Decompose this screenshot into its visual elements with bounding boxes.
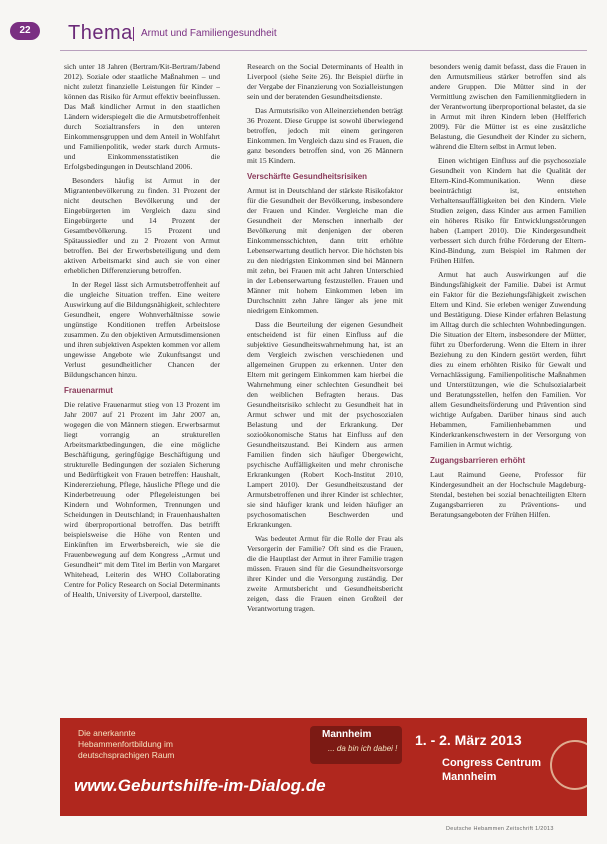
paragraph: Research on the Social Determinants of Health in Liverpool (siehe Seite 26). Ihr Beispiel dürfte in der Vergabe der Finanzierung von Sozialleistungen sein und der beratenden Gesundheitsdienste. bbox=[247, 62, 403, 101]
paragraph: sich unter 18 Jahren (Bertram/Kit-Bertram/Jabend 2012). Soziale oder staatliche Maßnahmen – und nicht zuletzt finanzielle Leistungen für Kinder – können das Risiko für Armut effektiv beeinflussen. Das Maß kindlicher Armut in den staatlichen Ländern widerspiegelt die die Armutsbetroffenheit durch Sozialtransfers in den unteren Einkommensgruppen und dem Anteil in Wohlfahrt und Familienpolitik, weder stark durch Armuts- und Einkommensstatistiken die Erfolgsbedingungen in Deutschland 2006. bbox=[64, 62, 220, 171]
ad-tagline-line: deutschsprachigen Raum bbox=[78, 750, 175, 760]
ad-logo-title: Mannheim bbox=[322, 729, 372, 740]
header-rule bbox=[60, 50, 587, 51]
subheading-gesundheitsrisiken: Verschärfte Gesundheitsrisiken bbox=[247, 172, 368, 181]
subheading-frauenarmut: Frauenarmut bbox=[64, 386, 113, 395]
header-separator bbox=[133, 27, 134, 41]
advertisement-banner[interactable] bbox=[60, 718, 587, 816]
ad-url-link[interactable]: www.Geburtshilfe-im-Dialog.de bbox=[74, 776, 326, 795]
paragraph: Armut ist in Deutschland der stärkste Risikofaktor für die Gesundheit der Bevölkerung, insbesondere der Frauen und Kinder. Vergleiche man die Gesundheit der Menschen innerhalb der Bevölkerung mit denjenigen der oberen Einkommensschichten, dann tritt erhöhte Lebenserwartung deutlich hervor. Die höchsten bis zu den niedrigsten Einkommen sind bei Männern mit zehn, bei Frauen mit acht Jahren Unterschied in der Lebenserwartung festzustellen. Frauen und Männer mit hohem Einkommen leben im Durchschnitt zehn Jahre länger als jene mit niedrigem Einkommen. bbox=[247, 186, 403, 315]
section-title: Thema bbox=[68, 22, 133, 44]
paragraph: Die relative Frauenarmut stieg von 13 Prozent im Jahr 2007 auf 21 Prozent im Jahr 2007 an, wogegen die von Männern stiegen. Erwerbsarmut liegt vorrangig an strukturellen Arbeitsmarktbedingungen, die eine mögliche Beschäftigung, geringfügige Beschäftigung und strukturelle Bedingungen der sozialen Sicherung und Bedürftigkeit von Frauen betreffen: Haushalt, Kindererziehung, Pflege, häusliche Pflege und die Kinderbetreuung oder Pflegeleistungen bei Kindern und Wohnformen, Trennungen und Scheidungen in Deutschland; in Frauenhaushalten wird überproportional betroffen. Das betrifft beispielsweise die Höhe von Renten und Einkünften im Erwerbsbereich, wie sie die Frauenbewegung auf dem Kongress „Armut und Gesundheit“ mit dem Titel im Berlin von Margaret Whitehead, Leiterin des WHO Collaborating Centre for Policy Research on Social Determinants of Health, University of Liverpool, darstellte. bbox=[64, 400, 220, 599]
paragraph: Dass die Beurteilung der eigenen Gesundheit entscheidend ist für einen Einfluss auf die subjektive Gesundheitswahrnehmung hat, ist an dem Vergleich zwischen verschiedenen und allgemeinen Gruppen zu erkennen. Unter den Eltern mit geringem Einkommen kam hierbei die Wahrnehmung einer schlechten Gesundheit bei den weiblichen Befragten heraus. Das Gesundheitsrisiko schlecht zu Gesundheit hat in Armut schwer und mit der psychosozialen Belastung und der Erkrankung. Der sozioökonomische Status hat Einfluss auf den Gesundheitszustand. Bei Kindern aus armen Familien finden sich häufiger Übergewicht, psychische Auffälligkeiten und mehr chronische Erkrankungen (Robert Koch-Institut 2010, Lampert 2010). Der Gesundheitszustand der Armutsbetroffenen und ihrer Kinder ist schlechter, sie sind häufiger krank und leiden häufiger an psychosomatischen Beschwerden und Erkrankungen. bbox=[247, 320, 403, 529]
paragraph: Armut hat auch Auswirkungen auf die Bindungsfähigkeit der Familie. Dabei ist Armut ein Faktor für die Beziehungsfähigkeit zwischen Eltern und Kind. Sie erleben weniger Zuwendung und Bestätigung. Diese Kinder erfahren Belastung im Alltag durch die schlechten Wohnbedingungen. Die Situation der Eltern, insbesondere der Mütter, führt zu Überforderung. Wenn die Eltern in ihrer Beziehung zu den Kindern gestört werden, führt dies zu einem erhöhten Risiko für Gewalt und Vernachlässigung. Familienpolitische Maßnahmen und Unterstützungen, wie die Schulsozialarbeit und Beratungsstellen, helfen den Familien. Vor allem Gesundheitsförderung und Prävention sind wichtige Aufgaben. Darüber hinaus sind auch Hebammen, Familienhebammen und Kinderkrankenschwestern in der Versorgung von Familien in Armut wichtig. bbox=[430, 270, 586, 449]
ad-date: 1. - 2. März 2013 bbox=[415, 732, 522, 748]
page-number: 22 bbox=[10, 22, 40, 40]
ad-logo-slogan: ... da bin ich dabei ! bbox=[328, 744, 398, 753]
paragraph: Besonders häufig ist Armut in der Migrantenbevölkerung zu finden. 31 Prozent der nicht deutschen Bevölkerung und der Eingebürgerten im Vergleich dazu sind Eingebürgerte und 14 Prozent der Gesamtbevölkerung. 15 Prozent und Spätaussiedler und zu 2 Prozent von Armut betroffen. Bei der Erwerbsbeteiligung und dem aktiven Arbeitsmarkt sind auch sie von einer erheblichen Differenzierung betroffen. bbox=[64, 176, 220, 275]
subheading-zugangsbarrieren: Zugangsbarrieren erhöht bbox=[430, 456, 526, 465]
ad-tagline-line: Hebammenfortbildung im bbox=[78, 739, 173, 749]
paragraph: besonders wenig damit befasst, dass die Frauen in den Armutsmilieus stärker betroffen sind als andere Gruppen. Die Mütter sind in der Vermittlung zwischen den Familienmitgliedern in der Verantwortung überproportional belastet, da sie in Armut mit ihren Kindern leben (Helfferich 2009). Für die Mütter ist es eine zusätzliche Belastung, die Gesundheit der Kinder zu sichern, während die Eltern selbst in Armut leben. bbox=[430, 62, 586, 151]
ad-tagline-line: Die anerkannte bbox=[78, 728, 136, 738]
ad-venue bbox=[442, 756, 541, 784]
paragraph: In der Regel lässt sich Armutsbetroffenheit auf die ungleiche Situation treffen. Eine weitere Auswirkung auf die Bildungsnähigkeit, schlechtere Gesundheit, engere Wohnverhältnisse sowie ungünstige Konditionen treffen Arbeitslose zusammen. Zu den objektiven Armutsdimensionen und ihren subjektiven Aspekten kommen vor allem ungewisse Angebote wie Zukunftsangst und Verlust gesundheitlicher Chancen der Bildungschancen hinzu. bbox=[64, 280, 220, 379]
text-column-3 bbox=[430, 62, 586, 700]
ad-emblem-icon bbox=[550, 740, 587, 790]
paragraph: Einen wichtigen Einfluss auf die psychosoziale Gesundheit von Kindern hat die Qualität der Eltern-Kind-Kommunikation. Wenn diese beeinträchtigt ist, entstehen Verhaltensauffälligkeiten bei den Kindern. Viele Studien zeigen, dass Kinder aus armen Familien ein höheres Risiko für Entwicklungsstörungen haben (Lampert 2010). Die Kindergesundheit verbessert sich durch frühe Förderung der Eltern-Kind-Bindung, zum Beispiel im Rahmen der Frühen Hilfen. bbox=[430, 156, 586, 265]
ad-tagline bbox=[78, 728, 174, 761]
text-column-2 bbox=[247, 62, 403, 700]
paragraph: Was bedeutet Armut für die Rolle der Frau als Versorgerin der Familie? Oft sind es die Frauen, die die Hauptlast der Armut in ihrer Familie tragen müssen. Frauen sind für die Gesundheitsvorsorge ihrer Kinder und die Versorgung zuständig. Der zweite Armutsbericht und Gesundheitsbericht zeigen, dass die Frauen einen Großteil der Verantwortung tragen. bbox=[247, 534, 403, 613]
section-subtitle: Armut und Familiengesundheit bbox=[141, 28, 277, 39]
ad-venue-line: Mannheim bbox=[442, 771, 497, 783]
text-column-1 bbox=[64, 62, 220, 700]
paragraph: Das Armutsrisiko von Alleinerziehenden beträgt 36 Prozent. Diese Gruppe ist sowohl überwiegend betroffen, jedoch mit einem geringeren Einkommen. Im Vergleich dazu sind es Frauen, die ganz besonders betroffen sind, von 26 Männern mit 15 Kindern. bbox=[247, 106, 403, 165]
ad-venue-line: Congress Centrum bbox=[442, 757, 542, 769]
paragraph: Laut Raimund Geene, Professor für Kindergesundheit an der Hochschule Magdeburg-Stendal, bestehen bei sozial benachteiligten Eltern Zugangsbarrieren zu Präventions- und Beratungsangeboten der Frühen Hilfen. bbox=[430, 470, 586, 519]
page-footer: Deutsche Hebammen Zeitschrift 1/2013 bbox=[446, 826, 554, 832]
